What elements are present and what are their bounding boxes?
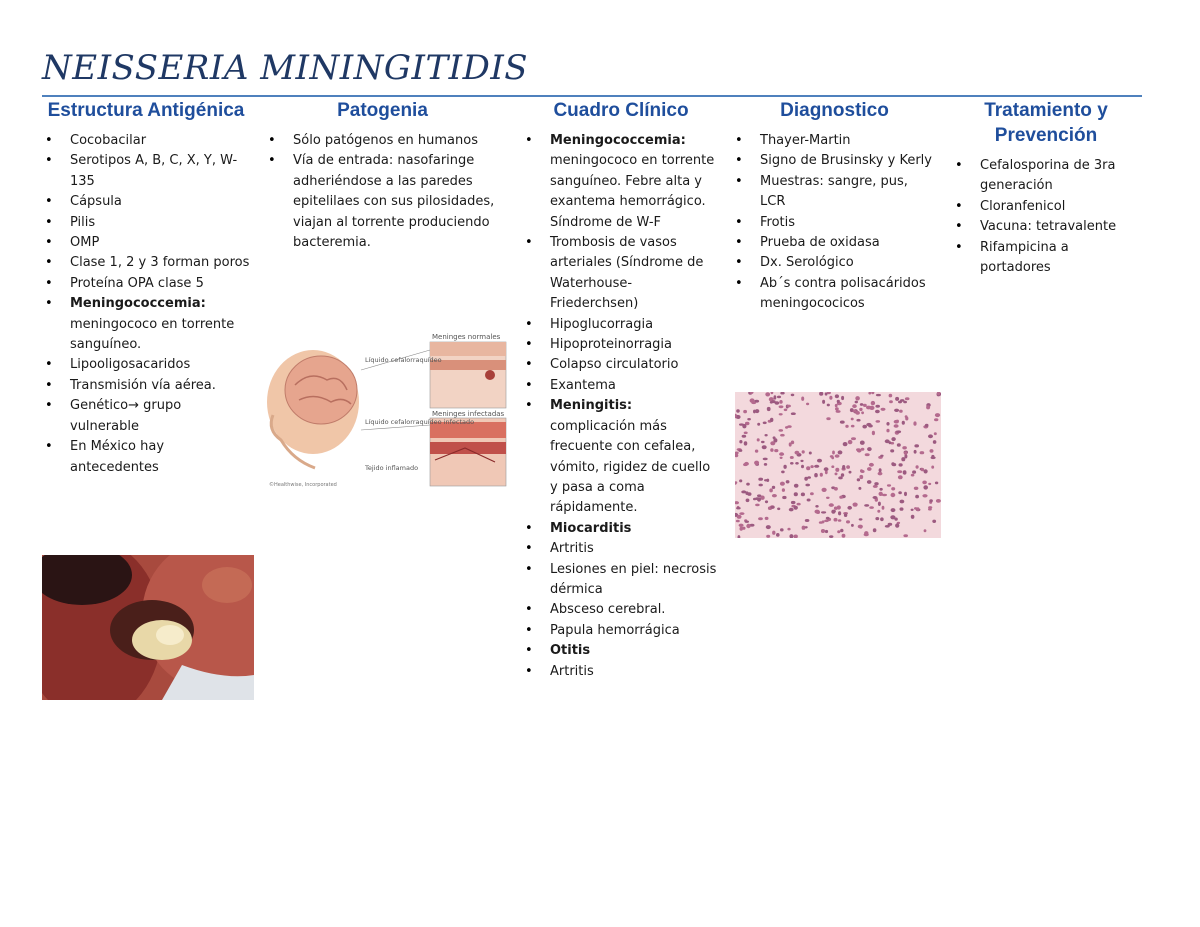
list-item [522, 560, 720, 601]
item-text: Sólo patógenos en humanos [293, 133, 478, 148]
list-item [42, 396, 250, 437]
list-item [42, 233, 250, 253]
item-text: Dx. Serológico [760, 255, 854, 271]
item-text: Exantema [550, 377, 616, 393]
list-item [952, 197, 1140, 217]
list-item [42, 274, 250, 294]
item-text: Cápsula [70, 194, 122, 210]
list-item [732, 253, 937, 273]
item-text: Pilis [70, 214, 96, 230]
list-item [265, 131, 500, 151]
list-item [732, 213, 937, 233]
item-text: Transmisión vía aérea. [70, 377, 216, 393]
list-item [42, 355, 250, 375]
list-item [732, 172, 937, 213]
list-item [522, 131, 720, 233]
list-item [522, 600, 720, 620]
list-item [522, 641, 720, 661]
item-text: Serotipos A, B, C, X, Y, W-135 [70, 153, 238, 189]
item-text: Prueba de oxidasa [760, 235, 880, 251]
item-text: Lesiones en piel: necrosis dérmica [550, 561, 717, 597]
list-item [42, 151, 250, 192]
item-list [952, 156, 1140, 278]
item-bold-label: Meningococcemia: [70, 296, 206, 312]
item-bold-label: Meningococcemia: [550, 133, 686, 148]
list-item [952, 156, 1140, 197]
item-list [42, 131, 250, 478]
list-item [522, 376, 720, 396]
item-text: Genético→ grupo vulnerable [70, 398, 182, 434]
item-text: meningococo en torrente sanguíneo. Febre alta y exantema hemorrágico. Síndrome de W-F [550, 153, 715, 230]
item-text: Hipoproteinorragia [550, 337, 673, 353]
item-text: Thayer-Martin [760, 133, 851, 148]
skin-lesion-photo [42, 555, 254, 700]
item-text: Absceso cerebral. [550, 602, 666, 618]
list-item [522, 355, 720, 375]
item-text: Papula hemorrágica [550, 622, 680, 638]
title-rule [42, 95, 1142, 97]
item-bold-label: Meningitis: [550, 398, 633, 414]
column-heading: Patogenia [337, 100, 428, 121]
column-estructura [42, 98, 250, 478]
item-list [522, 131, 720, 682]
column-heading: Tratamiento y Prevención [984, 100, 1108, 146]
item-text: Vacuna: tetravalente [980, 219, 1117, 235]
list-item [42, 253, 250, 273]
item-text: Signo de Brusinsky y Kerly [760, 153, 932, 169]
meninges-infected-label: Meninges infectadas [432, 410, 505, 418]
list-item [732, 151, 937, 171]
list-item [522, 621, 720, 641]
list-item [522, 519, 720, 539]
item-text: OMP [70, 235, 100, 251]
list-item [42, 192, 250, 212]
infected-csf-label: Líquido cefalorraquídeo infectado [365, 418, 475, 426]
column-diagnostico [732, 98, 937, 315]
tissue-label: Tejido inflamado [365, 464, 419, 472]
item-bold-label: Otitis [550, 643, 591, 659]
list-item [42, 294, 250, 355]
meninges-illustration [265, 330, 508, 490]
item-text: Artritis [550, 663, 594, 679]
column-tratamiento [952, 98, 1140, 278]
item-text: Cocobacilar [70, 133, 147, 148]
item-text: Hipoglucorragia [550, 316, 654, 332]
item-text: meningococo en torrente sanguíneo. [70, 316, 235, 353]
item-text: Vía de entrada: nasofaringe adheriéndose a las paredes epitelilaes con sus pilosidades, viajan al torrente produciendo bacteremia. [293, 153, 495, 251]
column-heading: Cuadro Clínico [553, 100, 689, 121]
item-text: Colapso circulatorio [550, 357, 679, 373]
list-item [952, 217, 1140, 237]
gram-stain-micrograph [735, 392, 941, 538]
column-cuadro-clinico [522, 98, 720, 682]
csf-label: Líquido cefalorraquídeo [365, 356, 442, 364]
credit-label: ©Healthwise, Incorporated [269, 482, 337, 488]
list-item [952, 238, 1140, 279]
list-item [42, 437, 250, 478]
item-list [265, 131, 500, 253]
list-item [522, 335, 720, 355]
item-text: Trombosis de vasos arteriales (Síndrome de Waterhouse-Friederchsen) [550, 235, 704, 312]
list-item [732, 274, 937, 315]
item-text: Rifampicina a portadores [980, 239, 1069, 276]
item-text: Cloranfenicol [980, 198, 1066, 214]
column-patogenia [265, 98, 500, 253]
item-text: Cefalosporina de 3ra generación [980, 158, 1116, 194]
item-text: En México hay antecedentes [70, 439, 165, 475]
list-item [42, 376, 250, 396]
item-text: Artritis [550, 541, 594, 557]
list-item [732, 233, 937, 253]
list-item [265, 151, 500, 253]
column-heading: Estructura Antigénica [47, 100, 245, 121]
item-text: Muestras: sangre, pus, LCR [760, 173, 908, 210]
list-item [522, 315, 720, 335]
meninges-normal-label: Meninges normales [432, 333, 501, 341]
list-item [522, 396, 720, 518]
list-item [522, 539, 720, 559]
list-item [522, 233, 720, 315]
item-text: complicación más frecuente con cefalea, vómito, rigidez de cuello y pasa a coma rápidamente. [550, 418, 711, 516]
item-text: Frotis [760, 214, 796, 230]
list-item [522, 662, 720, 682]
item-text: Proteína OPA clase 5 [70, 275, 204, 291]
list-item [42, 213, 250, 233]
list-item [42, 131, 250, 151]
item-text: Ab´s contra polisacáridos meningococicos [760, 275, 926, 312]
item-list [732, 131, 937, 315]
item-text: Lipooligosacaridos [70, 357, 191, 373]
item-text: Clase 1, 2 y 3 forman poros [70, 255, 250, 271]
list-item [732, 131, 937, 151]
page-title: NEISSERIA MININGITIDIS [42, 48, 529, 88]
item-bold-label: Miocarditis [550, 520, 632, 536]
column-heading: Diagnostico [780, 100, 889, 121]
